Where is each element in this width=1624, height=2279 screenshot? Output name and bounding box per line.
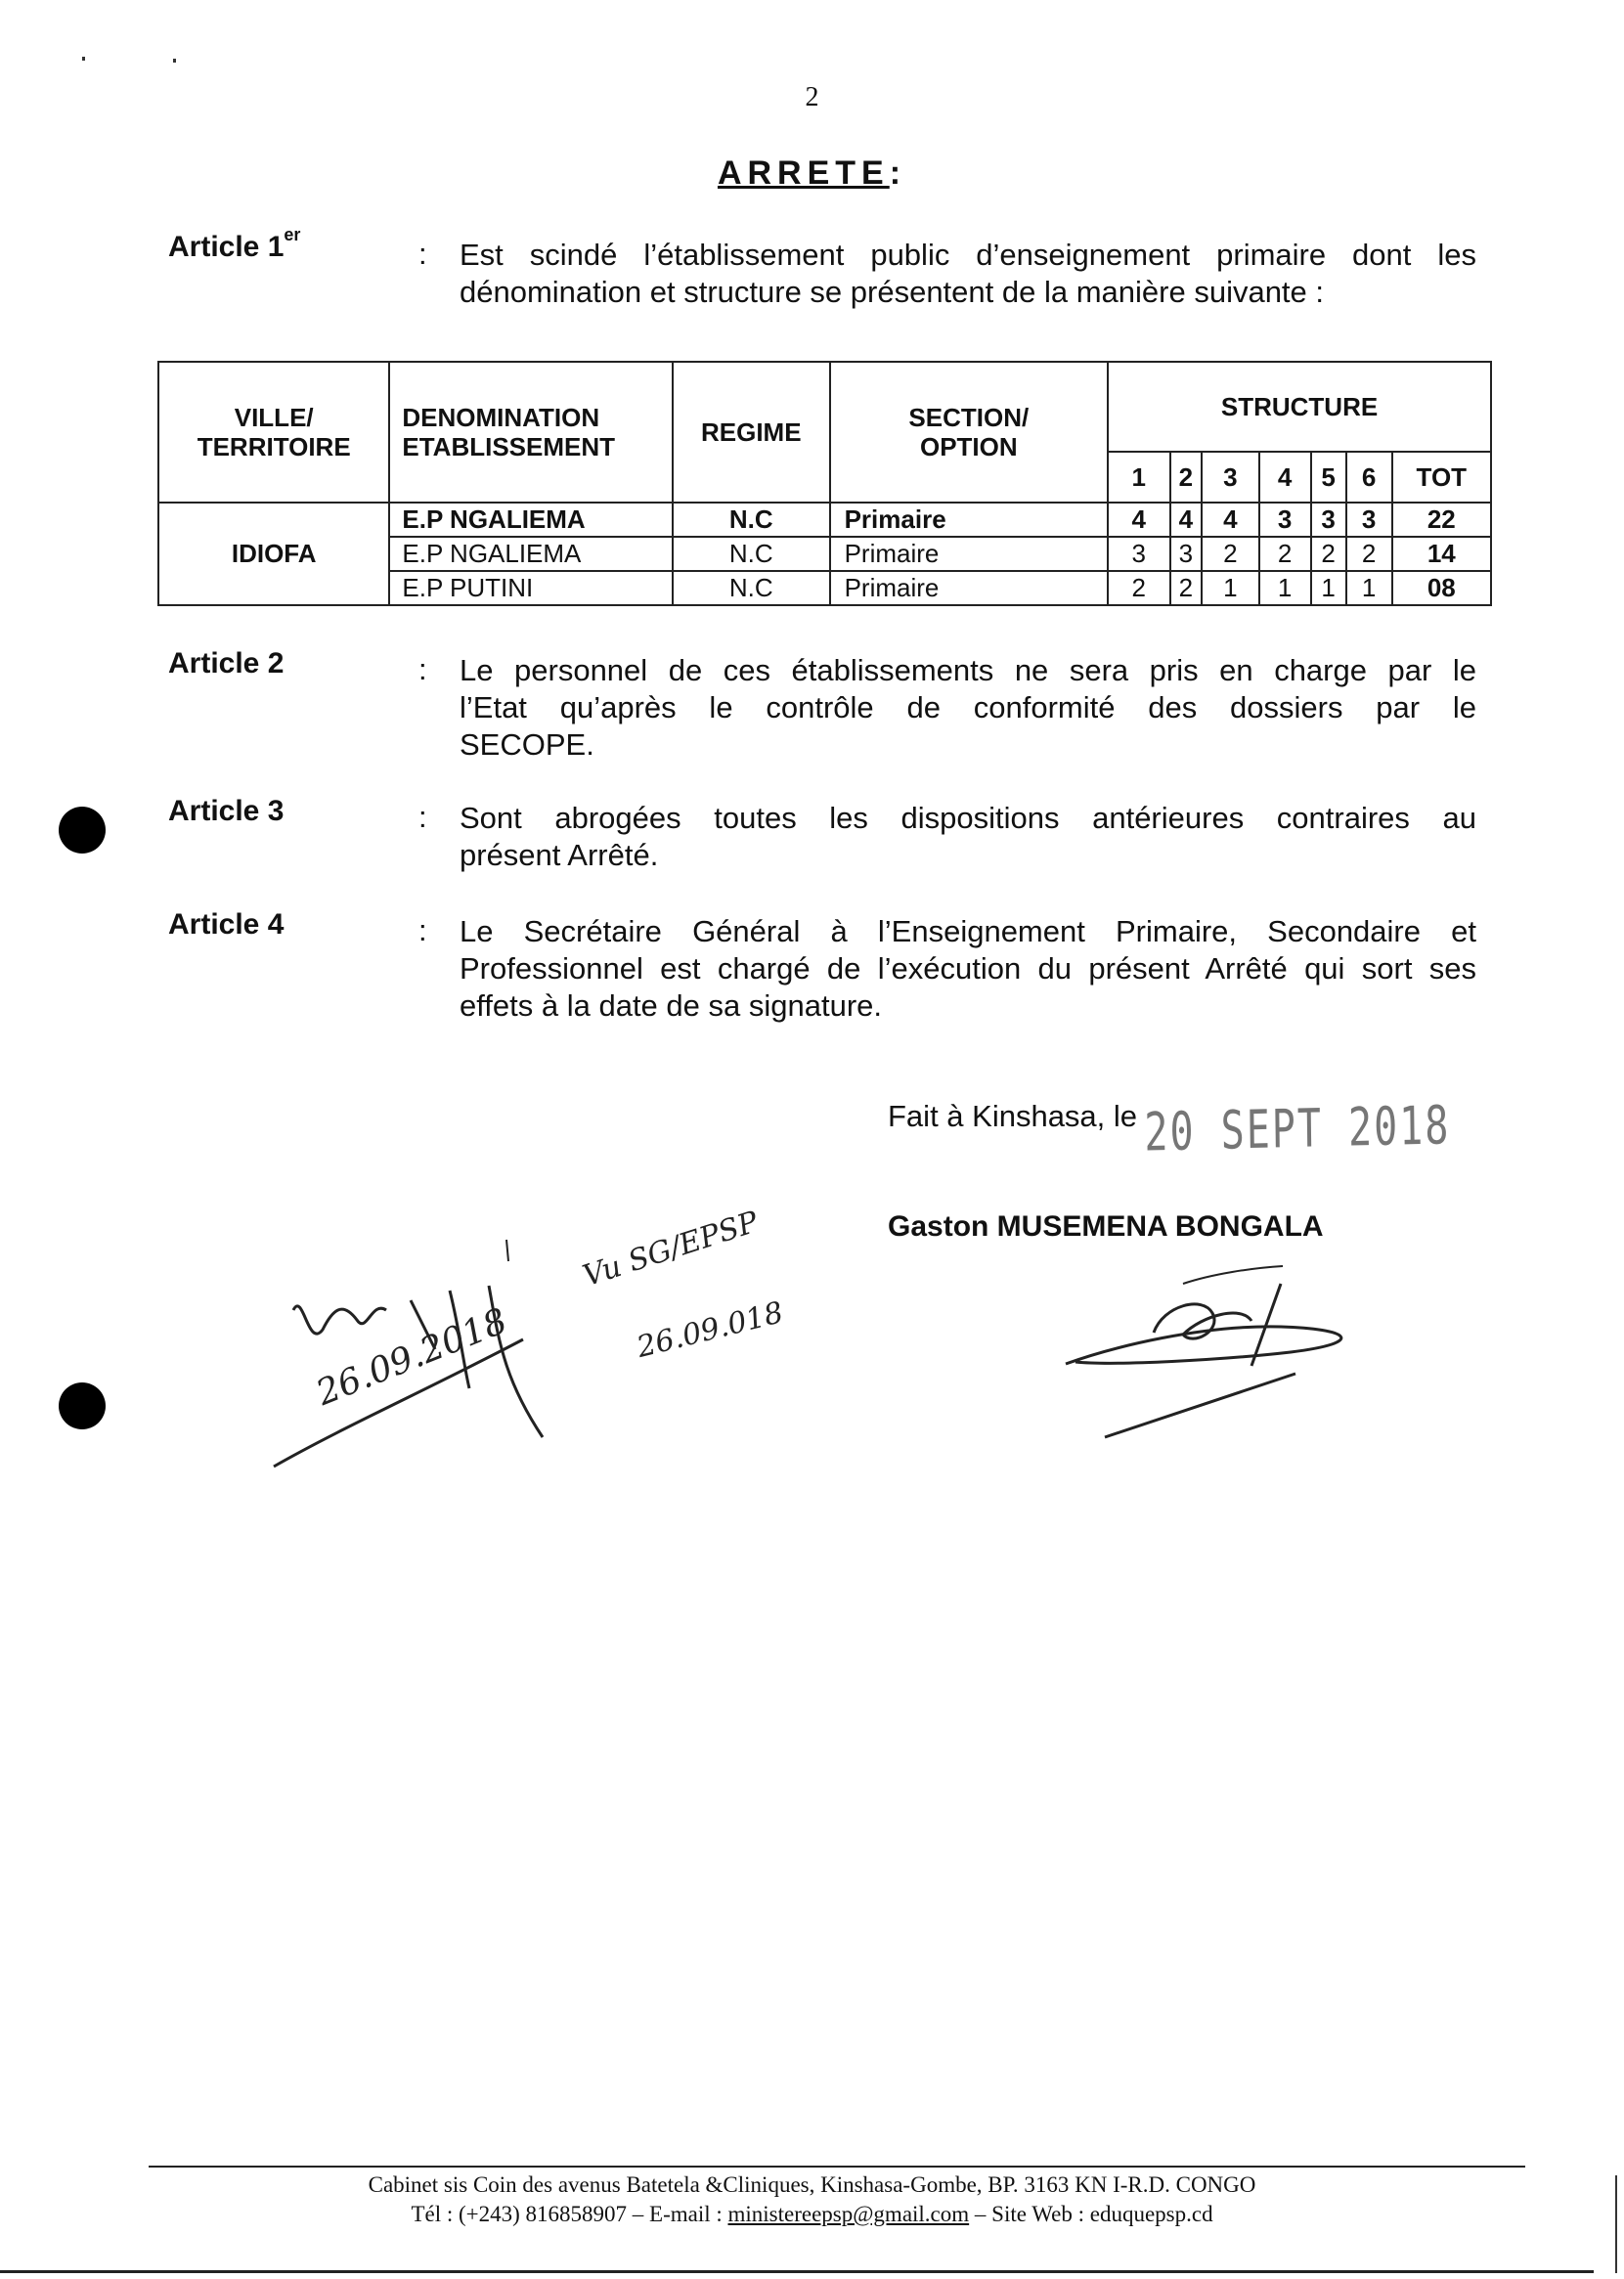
cell-name: E.P PUTINI: [389, 571, 673, 605]
article-1-label-sup: er: [284, 225, 301, 244]
article-4-text: [460, 913, 1476, 1025]
article-2-colon: :: [418, 652, 427, 686]
header-level: 3: [1202, 452, 1258, 503]
cell-value: 1: [1311, 571, 1346, 605]
header-denomination-line: ETABLISSEMENT: [402, 432, 616, 461]
cell-value: 4: [1108, 503, 1169, 537]
cell-section: Primaire: [830, 503, 1108, 537]
header-section-line: OPTION: [919, 432, 1018, 461]
footer-website: – Site Web : eduquepsp.cd: [969, 2202, 1213, 2226]
cell-total: 08: [1392, 571, 1491, 605]
cell-regime: N.C: [673, 571, 830, 605]
article-4-colon: :: [418, 913, 427, 947]
table-row: [158, 503, 1491, 537]
structure-table: [157, 361, 1492, 606]
page-number: 2: [805, 82, 819, 112]
footer-rule: [149, 2166, 1525, 2168]
cell-value: 3: [1259, 503, 1311, 537]
cell-value: 2: [1170, 571, 1203, 605]
cell-section: Primaire: [830, 571, 1108, 605]
article-2-line: SECOPE.: [460, 727, 594, 762]
article-2-text: [460, 652, 1476, 764]
header-ville: [158, 362, 389, 503]
punch-hole: [59, 807, 106, 854]
cell-name: E.P NGALIEMA: [389, 503, 673, 537]
article-1-text: [460, 237, 1476, 311]
header-regime: REGIME: [673, 362, 830, 503]
cell-value: 2: [1346, 537, 1392, 571]
article-4-line: effets à la date de sa signature.: [460, 988, 883, 1023]
cell-value: 4: [1170, 503, 1203, 537]
signature-place: Fait à Kinshasa, le: [888, 1099, 1138, 1133]
cell-value: 3: [1170, 537, 1203, 571]
article-2-line: Le personnel de ces établissements ne sera pris en charge par le: [460, 653, 1476, 687]
cell-value: 2: [1108, 571, 1169, 605]
cell-regime: N.C: [673, 537, 830, 571]
header-level: 6: [1346, 452, 1392, 503]
header-level: 4: [1259, 452, 1311, 503]
footer-email: ministereepsp@gmail.com: [727, 2202, 970, 2226]
cell-total: 14: [1392, 537, 1491, 571]
article-2-line: l’Etat qu’après le contrôle de conformité des dossiers par le: [460, 690, 1476, 724]
article-1-line: dénomination et structure se présentent de la manière suivante :: [460, 275, 1325, 309]
article-1-colon: :: [418, 237, 427, 271]
header-total: TOT: [1392, 452, 1491, 503]
cell-value: 2: [1311, 537, 1346, 571]
article-3-colon: :: [418, 800, 427, 834]
footer-phone: Tél : (+243) 816858907 – E-mail :: [411, 2202, 728, 2226]
article-3-line: Sont abrogées toutes les dispositions antérieures contraires au: [460, 801, 1476, 835]
header-section: [830, 362, 1108, 503]
bottom-edge-line: [0, 2270, 1594, 2273]
article-2-label: Article 2: [168, 647, 285, 679]
cell-value: 4: [1202, 503, 1258, 537]
cell-value: 3: [1346, 503, 1392, 537]
scan-speck: [173, 59, 176, 63]
header-structure: STRUCTURE: [1108, 362, 1491, 452]
cell-value: 2: [1259, 537, 1311, 571]
cell-value: 3: [1311, 503, 1346, 537]
table-header-row: [158, 362, 1491, 452]
cell-name: E.P NGALIEMA: [389, 537, 673, 571]
header-ville-line: VILLE/: [234, 403, 314, 432]
article-4-line: Le Secrétaire Général à l’Enseignement Primaire, Secondaire et: [460, 914, 1476, 948]
cell-value: 1: [1259, 571, 1311, 605]
header-section-line: SECTION/: [908, 403, 1030, 432]
article-3-label: Article 3: [168, 795, 285, 827]
cell-regime: N.C: [673, 503, 830, 537]
signature-drawing: [1056, 1256, 1388, 1447]
decree-heading: [0, 154, 1624, 193]
header-ville-line: TERRITOIRE: [197, 432, 351, 461]
date-stamp: 20 SEPT 2018: [1144, 1095, 1451, 1164]
cell-ville: IDIOFA: [158, 503, 389, 605]
scan-speck: [82, 57, 85, 61]
cell-value: 1: [1202, 571, 1258, 605]
right-edge-line: [1615, 2175, 1617, 2273]
cell-value: 2: [1202, 537, 1258, 571]
header-level: 2: [1170, 452, 1203, 503]
footer-address: Cabinet sis Coin des avenus Batetela &Cliniques, Kinshasa-Gombe, BP. 3163 KN I-R.D. CONGO: [368, 2172, 1256, 2197]
article-3-text: [460, 800, 1476, 874]
article-3-line: présent Arrêté.: [460, 838, 659, 872]
cell-section: Primaire: [830, 537, 1108, 571]
article-1-label-text: Article 1: [168, 231, 285, 263]
handwritten-note: Vu SG/EPSP: [579, 1205, 763, 1294]
heading-title: ARRETE: [717, 154, 890, 192]
heading-colon: :: [889, 154, 907, 192]
header-level: 1: [1108, 452, 1169, 503]
cell-value: 1: [1346, 571, 1392, 605]
handwritten-date: 26.09.2018: [311, 1300, 513, 1415]
cell-value: 3: [1108, 537, 1169, 571]
header-level: 5: [1311, 452, 1346, 503]
article-1-label: [168, 225, 301, 264]
article-1-line: Est scindé l’établissement public d’enseignement primaire dont les: [460, 238, 1476, 272]
signatory-name: Gaston MUSEMENA BONGALA: [888, 1210, 1324, 1243]
header-denomination: [389, 362, 673, 503]
cell-total: 22: [1392, 503, 1491, 537]
header-denomination-line: DENOMINATION: [402, 403, 600, 432]
punch-hole: [59, 1382, 106, 1429]
footer-contact: [0, 2202, 1624, 2227]
handwritten-date: 26.09.018: [634, 1295, 787, 1365]
article-4-line: Professionnel est chargé de l’exécution du présent Arrêté qui sort ses: [460, 951, 1476, 986]
article-4-label: Article 4: [168, 908, 285, 941]
